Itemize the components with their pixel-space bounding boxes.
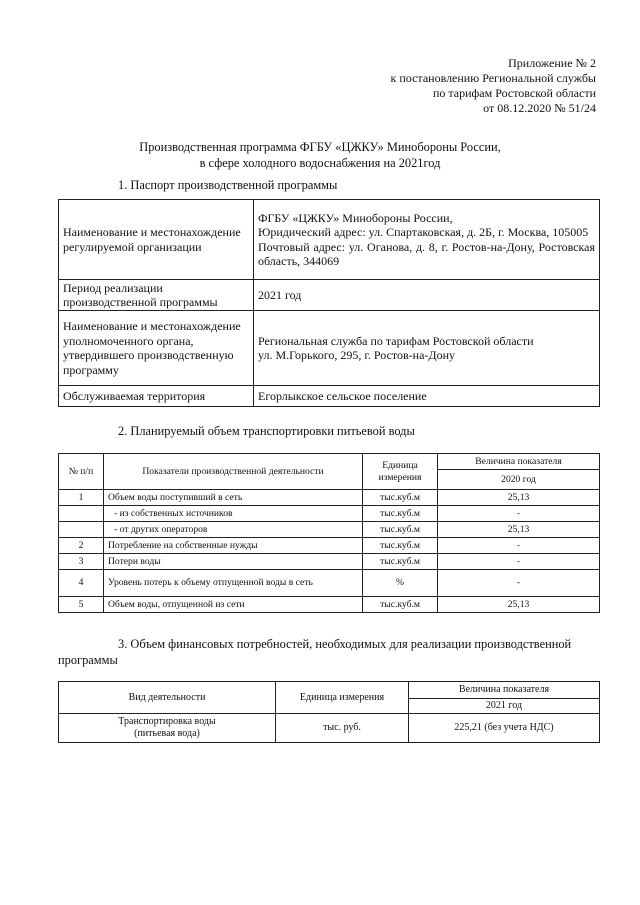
- header-activity: Вид деятельности: [59, 682, 276, 714]
- cell-num: 3: [59, 554, 104, 570]
- cell-name: Уровень потерь к объему отпущенной воды в сеть: [104, 570, 363, 597]
- cell-value: 25,13: [438, 490, 600, 506]
- table-row: [59, 280, 600, 311]
- row-label: Обслуживаемая территория: [59, 386, 254, 407]
- row-label: Наименование и местонахождение уполномоченного органа, утвердившего производственную программу: [59, 311, 254, 386]
- table-header-row: [59, 454, 600, 470]
- water-volume-table: [58, 453, 600, 613]
- cell-name: Объем воды, отпущенной из сети: [104, 597, 363, 613]
- value-line: Егорлыкское сельское поселение: [258, 388, 427, 403]
- cell-unit: тыс.куб.м: [363, 506, 438, 522]
- row-value: [254, 200, 600, 280]
- value-line: Региональная служба по тарифам Ростовской области: [258, 333, 534, 348]
- table-row: [59, 554, 600, 570]
- header-num: № п/п: [59, 454, 104, 490]
- cell-value: 25,13: [438, 522, 600, 538]
- cell-value: 225,21 (без учета НДС): [409, 714, 600, 743]
- cell-unit: тыс. руб.: [276, 714, 409, 743]
- header-unit: Единица измерения: [276, 682, 409, 714]
- cell-unit: тыс.куб.м: [363, 597, 438, 613]
- header-indicators: Показатели производственной деятельности: [104, 454, 363, 490]
- value-line: Юридический адрес: ул. Спартаковская, д. 2Б, г. Москва, 105005: [258, 225, 589, 239]
- cell-value: -: [438, 554, 600, 570]
- appendix-ref-line: к постановлению Региональной службы: [390, 71, 596, 85]
- cell-num: [59, 522, 104, 538]
- cell-name: Потребление на собственные нужды: [104, 538, 363, 554]
- header-value: Величина показателя: [438, 454, 600, 470]
- row-value: [254, 280, 600, 311]
- table-row: [59, 386, 600, 407]
- table-row: [59, 522, 600, 538]
- cell-value: 25,13: [438, 597, 600, 613]
- header-year: 2021 год: [409, 699, 600, 714]
- header-year: 2020 год: [438, 470, 600, 490]
- cell-unit: %: [363, 570, 438, 597]
- value-line: Почтовый адрес: ул. Оганова, д. 8, г. Ростов-на-Дону, Ростовская область, 344069: [258, 239, 595, 268]
- cell-unit: тыс.куб.м: [363, 522, 438, 538]
- cell-name: - из собственных источников: [104, 506, 363, 522]
- appendix-header: [391, 56, 596, 116]
- table-row: [59, 597, 600, 613]
- cell-num: 5: [59, 597, 104, 613]
- table-row: [59, 570, 600, 597]
- title-line: в сфере холодного водоснабжения на 2021год: [199, 156, 441, 170]
- cell-unit: тыс.куб.м: [363, 538, 438, 554]
- table-header-row: [59, 682, 600, 699]
- table-row: [59, 538, 600, 554]
- value-line: 2021 год: [258, 287, 302, 302]
- table-row: [59, 506, 600, 522]
- document-title: [0, 139, 640, 171]
- cell-name: - от других операторов: [104, 522, 363, 538]
- appendix-date: от 08.12.2020 № 51/24: [483, 101, 596, 115]
- row-value: [254, 386, 600, 407]
- value-line: ФГБУ «ЦЖКУ» Минобороны России,: [258, 210, 453, 225]
- row-label: Период реализации производственной программы: [59, 280, 254, 311]
- cell-activity: [59, 714, 276, 743]
- passport-table: [58, 199, 600, 407]
- cell-value: -: [438, 570, 600, 597]
- cell-num: 1: [59, 490, 104, 506]
- appendix-ref-line: по тарифам Ростовской области: [432, 86, 596, 100]
- title-line: Производственная программа ФГБУ «ЦЖКУ» Минобороны России,: [139, 140, 501, 154]
- activity-line: (питьевая вода): [134, 728, 200, 739]
- table-row: [59, 714, 600, 743]
- cell-name: Объем воды поступивший в сеть: [104, 490, 363, 506]
- table-row: [59, 311, 600, 386]
- section2-heading: 2. Планируемый объем транспортировки питьевой воды: [118, 424, 415, 438]
- table-row: [59, 490, 600, 506]
- cell-name: Потери воды: [104, 554, 363, 570]
- cell-value: -: [438, 538, 600, 554]
- section1-heading: 1. Паспорт производственной программы: [118, 178, 338, 192]
- cell-value: -: [438, 506, 600, 522]
- cell-unit: тыс.куб.м: [363, 554, 438, 570]
- cell-num: 4: [59, 570, 104, 597]
- header-value: Величина показателя: [409, 682, 600, 699]
- row-value: [254, 311, 600, 386]
- finance-table: [58, 681, 600, 743]
- cell-unit: тыс.куб.м: [363, 490, 438, 506]
- row-label: Наименование и местонахождение регулируемой организации: [59, 200, 254, 280]
- table-row: [59, 200, 600, 280]
- header-unit: Единица измерения: [363, 454, 438, 490]
- section3-heading: 3. Объем финансовых потребностей, необходимых для реализации производственной: [118, 637, 572, 651]
- cell-num: [59, 506, 104, 522]
- cell-num: 2: [59, 538, 104, 554]
- activity-line: Транспортировка воды: [118, 716, 216, 727]
- value-line: ул. М.Горького, 295, г. Ростов-на-Дону: [258, 348, 455, 362]
- section3-heading-cont: программы: [58, 653, 118, 667]
- appendix-number: Приложение № 2: [508, 56, 596, 70]
